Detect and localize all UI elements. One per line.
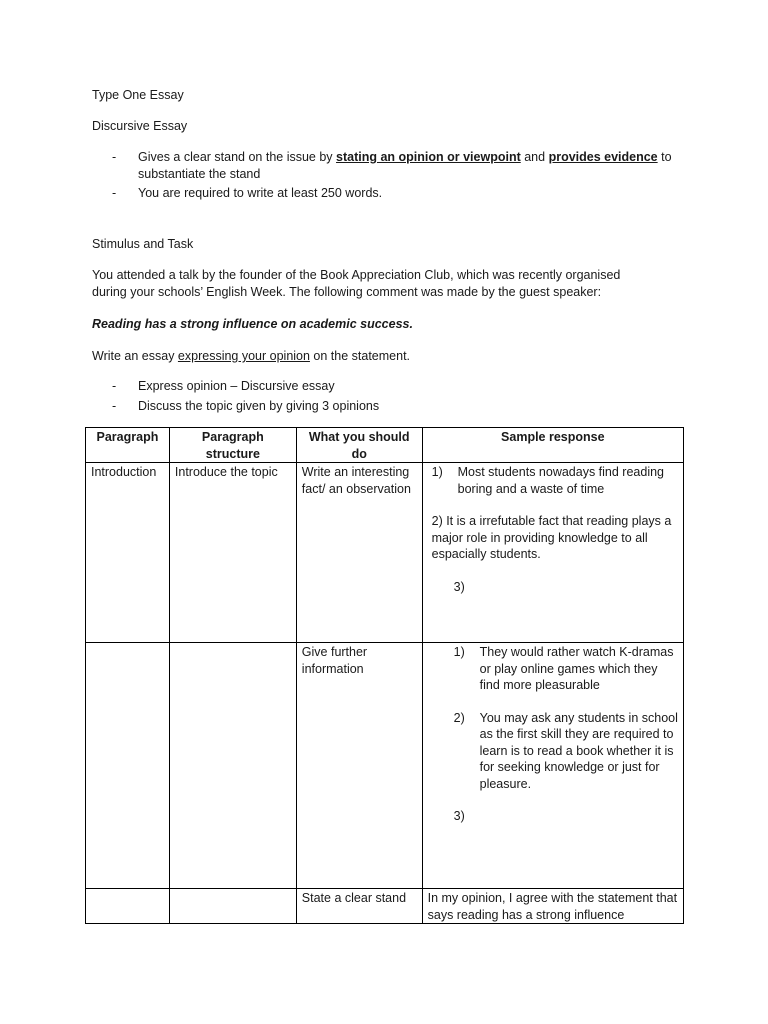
criteria-text: Gives a clear stand on the issue by — [138, 150, 337, 164]
cell-sample-response — [422, 463, 683, 643]
criteria-emphasis-opinion: stating an opinion or viewpoint — [336, 150, 521, 164]
response-number: 1) — [431, 465, 443, 479]
response-item — [428, 644, 678, 694]
stimulus-heading: Stimulus and Task — [92, 237, 194, 251]
response-item — [428, 710, 678, 793]
task-note-text: Express opinion – Discursive essay — [138, 379, 335, 393]
header-what-you-should-do: What you should do — [296, 428, 422, 463]
header-sample-response: Sample response — [422, 428, 683, 463]
dash-marker: - — [112, 150, 117, 164]
task-notes-list — [112, 378, 672, 414]
stimulus-paragraph-line-1: You attended a talk by the founder of the Book Appreciation Club, which was recently organised — [92, 268, 621, 282]
stimulus-paragraph-line-2: during your schools’ English Week. The following comment was made by the guest speaker: — [92, 285, 602, 299]
cell-paragraph — [86, 889, 170, 924]
cell-sample-response: In my opinion, I agree with the statement that says reading has a strong influence — [422, 889, 683, 924]
response-text: Most students nowadays find reading boring and a waste of time — [457, 465, 664, 496]
table-header-row — [86, 428, 684, 463]
dash-marker: - — [112, 186, 117, 200]
cell-structure — [169, 889, 296, 924]
criteria-item-stand — [112, 149, 692, 182]
task-instruction — [92, 348, 410, 365]
dash-marker: - — [112, 379, 117, 393]
essay-plan-table — [85, 427, 684, 924]
response-number: 3) — [453, 809, 465, 823]
table-row — [86, 889, 684, 924]
response-number: 2) — [453, 710, 465, 725]
response-text: They would rather watch K-dramas or play online games which they find more pleasurable — [479, 645, 674, 692]
cell-paragraph — [86, 643, 170, 889]
header-paragraph: Paragraph — [86, 428, 170, 463]
task-text: Write an essay — [92, 349, 178, 363]
criteria-text-end: to substantiate the stand — [138, 150, 672, 181]
task-note-item — [112, 398, 672, 415]
cell-what-to-do: Give further information — [296, 643, 422, 889]
response-text: You may ask any students in school as the first skill they are required to learn is to read a book whether it is for seeking knowledge or just for pleasure. — [479, 710, 678, 791]
response-item — [428, 464, 678, 497]
cell-sample-response — [422, 643, 683, 889]
cell-structure: Introduce the topic — [169, 463, 296, 643]
criteria-text-and: and — [520, 150, 549, 164]
response-number: 1) — [453, 645, 465, 659]
table-row — [86, 643, 684, 889]
response-number: 3) — [453, 579, 465, 594]
cell-structure — [169, 643, 296, 889]
essay-criteria-list — [112, 149, 692, 202]
table-row — [86, 463, 684, 643]
cell-what-to-do: State a clear stand — [296, 889, 422, 924]
title-type-one-essay: Type One Essay — [92, 88, 184, 102]
speaker-quote: Reading has a strong influence on academic success. — [92, 317, 413, 331]
criteria-emphasis-evidence: provides evidence — [548, 150, 658, 164]
wordcount-text: You are required to write at least 250 words. — [138, 186, 383, 200]
response-item: 2) It is a irrefutable fact that reading plays a major role in providing knowledge to all espacially students. — [431, 514, 672, 561]
dash-marker: - — [112, 398, 117, 413]
task-note-text: Discuss the topic given by giving 3 opinions — [138, 398, 380, 413]
task-emphasis: expressing your opinion — [177, 349, 310, 363]
task-note-item — [112, 378, 672, 395]
cell-what-to-do: Write an interesting fact/ an observation — [296, 463, 422, 643]
title-discursive-essay: Discursive Essay — [92, 119, 188, 133]
task-text-end: on the statement. — [309, 349, 411, 363]
criteria-item-wordcount — [112, 185, 692, 202]
header-paragraph-structure: Paragraph structure — [169, 428, 296, 463]
cell-paragraph: Introduction — [86, 463, 170, 643]
